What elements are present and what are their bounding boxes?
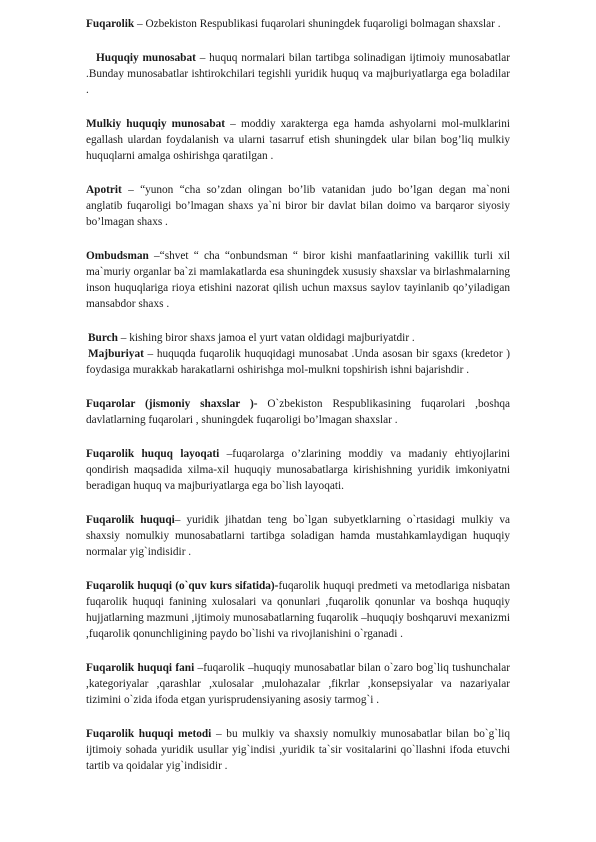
entry-mulkiy-huquqiy-munosabat <box>86 116 510 164</box>
entry-definition: fuqarolik huquqi predmeti va metodlariga nisbatan fuqarolik huquqi fanining xulosalari va qonunlari ,fuqarolik qonunlar va boshqa huquqiy hujjatlarning mazmuni ,ijtimoiy munosabatlarning fuqarolik –huquqiy boshqaruvi mexanizmi ,fuqarolik qonunchligining paydo bo`lishi va rivojlanishini o`rganadi . <box>86 580 510 640</box>
entry-definition: –fuqarolarga o’zlarining moddiy va madaniy ehtiyojlarini qondirish maqsadida xilma-xil huquqiy munosabatlarga kirishishning yuridik imkoniyatni beradigan huquq va majburiyatlarga ega bo`lish layoqati. <box>86 448 510 492</box>
entry-fuqarolik-huquq-layoqati <box>86 446 510 494</box>
entry-term: Fuqarolik huquqi (o`quv kurs sifatida)- <box>86 580 279 592</box>
document-page <box>86 16 510 792</box>
entry-term: Fuqarolik huquqi metodi <box>86 728 212 740</box>
entry-definition: –“shvet “ cha “onbundsman “ biror kishi manfaatlarining vakillik turli xil ma`muriy organlar ba`zi mamlakatlarda esa shuningdek xususiy shaxslar va birlashmalarning inson huquqlariga rioya etishini nazorat qilish uchun maxsus saylov tayinlanib qo’yiladigan mansabdor shaxs . <box>86 250 510 310</box>
entry-fuqarolik-huquqi-kurs <box>86 578 510 642</box>
entry-fuqarolik-huquqi-fani <box>86 660 510 708</box>
entry-term: Fuqarolar (jismoniy shaxslar )- <box>86 398 258 410</box>
entry-fuqarolar <box>86 396 510 428</box>
entry-term: Fuqarolik <box>86 18 135 30</box>
entry-apotrit <box>86 182 510 230</box>
entry-term: Fuqarolik huquqi <box>86 514 175 526</box>
entry-definition: – “yunon “cha so’zdan olingan bo’lib vatanidan judo bo’lgan degan ma`noni anglatib fuqaroligi bo’lmagan shaxs ya`ni biror bir davlat bilan doimo va barqaror siyosiy bo’lmagan shaxs . <box>86 184 510 228</box>
entry-fuqarolik <box>86 16 510 32</box>
entry-definition: – bu mulkiy va shaxsiy nomulkiy munosabatlar bilan bo`g`liq ijtimoiy sohada yuridik usullar yig`indisi ,yuridik ta`sir vositalarini qo`llashni ifoda etuvchi tartib va qoidalar yig`indisidir . <box>86 728 511 772</box>
entry-definition: – kishing biror shaxs jamoa el yurt vatan oldidagi majburiyatdir . <box>117 332 415 344</box>
entry-term: Apotrit <box>86 184 122 196</box>
entry-fuqarolik-huquqi <box>86 512 510 560</box>
entry-definition: – huquqda fuqarolik huquqidagi munosabat .Unda asosan bir sgaxs (kredetor ) foydasiga murakkab harakatlarni oshirishga mol-mulkni topshirish ishni bajarishdir . <box>86 348 510 376</box>
entry-definition: O`zbekiston Respublikasining fuqarolari ,boshqa davlatlarning fuqarolari , shuningdek fuqaroligi bo’lmagan shaxslar . <box>86 398 511 426</box>
entry-definition: – yuridik jihatdan teng bo`lgan subyetklarning o`rtasidagi mulkiy va shaxsiy nomulkiy munosabatlarni tartibga soladigan hamda mustahkamlaydigan huquqiy normalar yig`indisidir . <box>86 514 510 558</box>
entry-definition: –fuqarolik –huquqiy munosabatlar bilan o`zaro bog`liq tushunchalar ,kategoriyalar ,qarashlar ,xulosalar ,mulohazalar ,fikrlar ,konsepsiyalar va nazariyalar tizimini o`zida ifoda etgan yurisprudensiyaning asosiy tarmog`i . <box>86 662 511 706</box>
entry-huquqiy-munosabat <box>86 50 510 98</box>
entry-definition: – huquq normalari bilan tartibga solinadigan ijtimoiy munosabatlar .Bunday munosabatlar ishtirokchilari tegishli yuridik huquq va majburiyatlarga ega boladilar . <box>86 52 510 96</box>
entry-term: Fuqarolik huquqi fani <box>86 662 195 674</box>
entry-term: Mulkiy huquqiy munosabat <box>86 118 226 130</box>
entry-term: Fuqarolik huquq layoqati <box>86 448 220 460</box>
entry-term: Ombudsman <box>86 250 149 262</box>
entry-definition: – Ozbekiston Respublikasi fuqarolari shuningdek fuqaroligi bolmagan shaxslar . <box>134 18 501 30</box>
entry-term: Majburiyat <box>88 348 144 360</box>
entry-majburiyat <box>86 346 510 378</box>
entry-term: Burch <box>88 332 118 344</box>
entry-fuqarolik-huquqi-metodi <box>86 726 510 774</box>
entry-term: Huquqiy munosabat <box>96 52 196 64</box>
entry-definition: – moddiy xarakterga ega hamda ashyolarni mol-mulklarini egallash ulardan foydalanish va ularni tasarruf etish shuningdek ular bilan bog’liq mulkiy huquqlarni amalga oshirishga qaratilgan . <box>86 118 510 162</box>
entry-burch <box>86 330 510 346</box>
entry-ombudsman <box>86 248 510 312</box>
